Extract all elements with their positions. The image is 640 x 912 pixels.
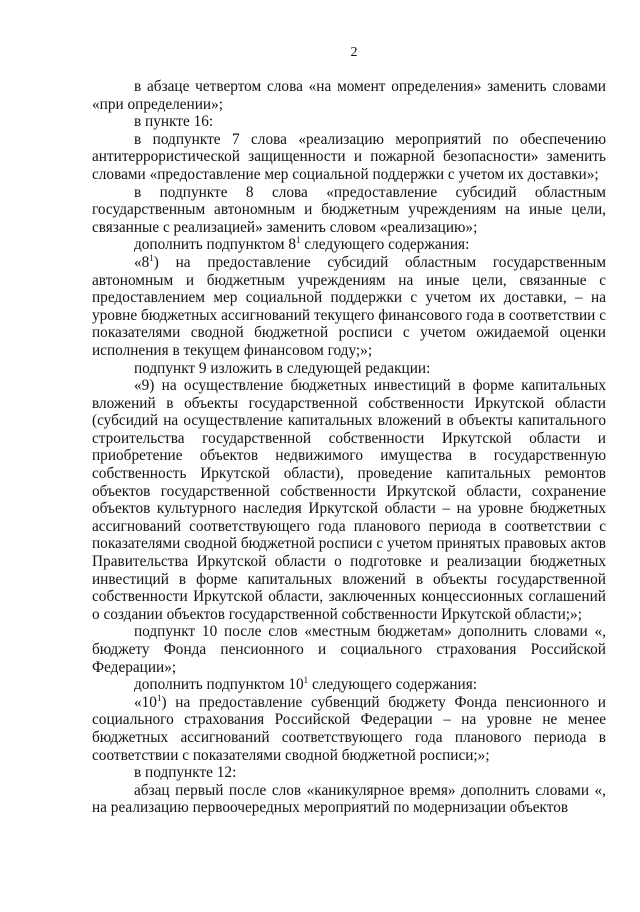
paragraph-text: следующего содержания: xyxy=(308,676,477,694)
paragraph-text: «8 xyxy=(134,253,150,271)
paragraph xyxy=(92,694,606,764)
paragraph xyxy=(92,676,606,694)
paragraph-text: «10 xyxy=(134,693,157,711)
superscript: 1 xyxy=(149,252,154,263)
page-number: 2 xyxy=(350,45,358,60)
paragraph: подпункт 10 после слов «местным бюджетам» дополнить словами «, бюджету Фонда пенсионного и социального страхования Российской Федерации»; xyxy=(92,623,606,676)
paragraph xyxy=(92,236,606,254)
paragraph: в подпункте 7 слова «реализацию мероприятий по обеспечению антитеррористической защищенности и пожарной безопасности» заменить словами «предоставление мер социальной поддержки с учетом их доставки»; xyxy=(92,130,606,183)
paragraph: в абзаце четвертом слова «на момент определения» заменить словами «при определении»; xyxy=(92,78,606,113)
paragraph-text: дополнить подпунктом 10 xyxy=(134,676,304,694)
paragraph: в подпункте 12: xyxy=(134,764,237,782)
superscript: 1 xyxy=(303,675,309,686)
paragraph: подпункт 9 изложить в следующей редакции: xyxy=(134,359,431,377)
superscript: 1 xyxy=(156,692,162,703)
superscript: 1 xyxy=(295,235,301,246)
paragraph xyxy=(92,254,606,360)
paragraph: в пункте 16: xyxy=(134,113,214,131)
paragraph-text: ) на предоставление субвенций бюджету Фонда пенсионного и социального страхования Российской Федерации – на уровне не менее бюджетных ассигнований соответствующего года планового периода в соответствии с показателями сводной бюджетной росписи;»; xyxy=(92,693,606,764)
paragraph: «9) на осуществление бюджетных инвестиций в форме капитальных вложений в объекты государственной собственности Иркутской области (субсидий на осуществление капитальных вложений в объекты капитального строительства государственной собственности Иркутской области и приобретение объектов недвижимого имущества в государственную собственность Иркутской области), проведение капитальных ремонтов объектов государственной собственности Иркутской области, сохранение объектов культурного наследия Иркутской области – на уровне бюджетных ассигнований соответствующего года планового периода в соответствии с показателями сводной бюджетной росписи с учетом принятых правовых актов Правительства Иркутской области о подготовке и реализации бюджетных инвестиций в форме капитальных вложений в объекты государственной собственности Иркутской области, заключенных концессионных соглашений о создании объектов государственной собственности Иркутской области;»; xyxy=(92,377,606,623)
paragraph: в подпункте 8 слова «предоставление субсидий областным государственным автономным и бюджетным учреждениям на иные цели, связанные с реализацией» заменить словом «реализацию»; xyxy=(92,183,606,236)
document-body xyxy=(92,78,606,817)
paragraph: абзац первый после слов «каникулярное время» дополнить словами «, на реализацию первоочередных мероприятий по модернизации объектов xyxy=(92,781,606,817)
paragraph-text: дополнить подпунктом 8 xyxy=(134,236,296,254)
paragraph-text: следующего содержания: xyxy=(300,236,470,254)
paragraph-text: ) на предоставление субсидий областным государственным автономным и бюджетным учреждениям на иные цели, связанные с предоставлением мер социальной поддержки с учетом их доставки, – на уровне бюджетных ассигнований текущего финансового года в соответствии с показателями сводной бюджетной росписи с учетом ожидаемой оценки исполнения в текущем финансовом году;»; xyxy=(92,253,606,359)
